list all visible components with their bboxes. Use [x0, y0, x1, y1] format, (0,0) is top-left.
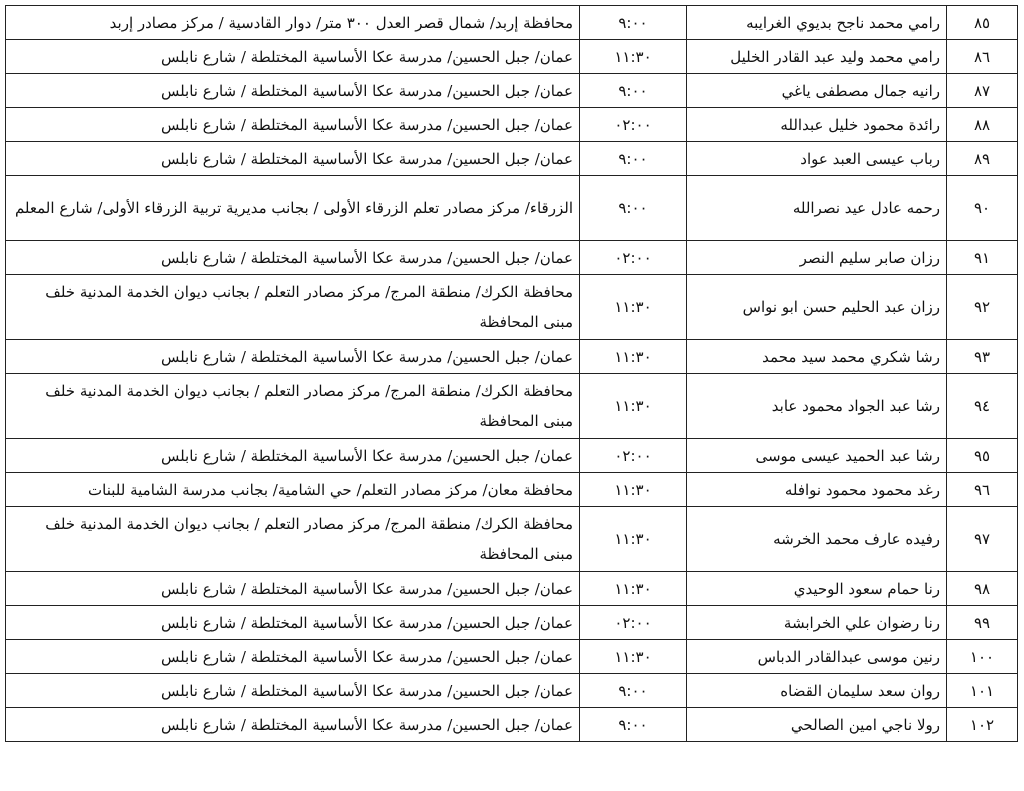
candidate-name: روان سعد سليمان القضاه	[687, 674, 947, 708]
row-number: ٩٨	[947, 572, 1018, 606]
exam-time: ١١:٣٠	[580, 640, 687, 674]
exam-location: محافظة الكرك/ منطقة المرج/ مركز مصادر التعلم / بجانب ديوان الخدمة المدنية خلف مبنى المحافظة	[6, 275, 580, 340]
exam-time: ٠٢:٠٠	[580, 439, 687, 473]
table-row	[6, 275, 1018, 340]
table-row	[6, 340, 1018, 374]
exam-location: محافظة معان/ مركز مصادر التعلم/ حي الشامية/ بجانب مدرسة الشامية للبنات	[6, 473, 580, 507]
exam-location: محافظة إربد/ شمال قصر العدل ٣٠٠ متر/ دوار القادسية / مركز مصادر إربد	[6, 6, 580, 40]
row-number: ٨٦	[947, 40, 1018, 74]
candidate-name: رائدة محمود خليل عبدالله	[687, 108, 947, 142]
exam-time: ٩:٠٠	[580, 142, 687, 176]
exam-time: ١١:٣٠	[580, 40, 687, 74]
exam-location: عمان/ جبل الحسين/ مدرسة عكا الأساسية المختلطة / شارع نابلس	[6, 606, 580, 640]
table-row	[6, 74, 1018, 108]
candidate-name: رنين موسى عبدالقادر الدباس	[687, 640, 947, 674]
exam-location: عمان/ جبل الحسين/ مدرسة عكا الأساسية المختلطة / شارع نابلس	[6, 340, 580, 374]
exam-schedule-table	[5, 5, 1018, 742]
exam-location: عمان/ جبل الحسين/ مدرسة عكا الأساسية المختلطة / شارع نابلس	[6, 674, 580, 708]
row-number: ٨٧	[947, 74, 1018, 108]
exam-location: عمان/ جبل الحسين/ مدرسة عكا الأساسية المختلطة / شارع نابلس	[6, 108, 580, 142]
exam-time: ٩:٠٠	[580, 6, 687, 40]
table-row	[6, 507, 1018, 572]
exam-time: ١١:٣٠	[580, 473, 687, 507]
exam-location: الزرقاء/ مركز مصادر تعلم الزرقاء الأولى / بجانب مديرية تربية الزرقاء الأولى/ شارع المعلم	[6, 176, 580, 241]
exam-time: ٩:٠٠	[580, 74, 687, 108]
exam-location: عمان/ جبل الحسين/ مدرسة عكا الأساسية المختلطة / شارع نابلس	[6, 142, 580, 176]
exam-time: ٠٢:٠٠	[580, 108, 687, 142]
table-row	[6, 142, 1018, 176]
exam-time: ١١:٣٠	[580, 374, 687, 439]
table-row	[6, 176, 1018, 241]
row-number: ٩٣	[947, 340, 1018, 374]
row-number: ١٠١	[947, 674, 1018, 708]
row-number: ٨٨	[947, 108, 1018, 142]
candidate-name: رزان عبد الحليم حسن ابو نواس	[687, 275, 947, 340]
row-number: ٩٥	[947, 439, 1018, 473]
exam-time: ٠٢:٠٠	[580, 241, 687, 275]
exam-time: ١١:٣٠	[580, 275, 687, 340]
row-number: ٨٩	[947, 142, 1018, 176]
table-row	[6, 40, 1018, 74]
table-row	[6, 241, 1018, 275]
exam-time: ١١:٣٠	[580, 507, 687, 572]
candidate-name: رزان صابر سليم النصر	[687, 241, 947, 275]
candidate-name: رامي محمد ناجح بديوي الغرايبه	[687, 6, 947, 40]
row-number: ٩٩	[947, 606, 1018, 640]
table-row	[6, 473, 1018, 507]
exam-location: عمان/ جبل الحسين/ مدرسة عكا الأساسية المختلطة / شارع نابلس	[6, 40, 580, 74]
row-number: ٩١	[947, 241, 1018, 275]
exam-location: عمان/ جبل الحسين/ مدرسة عكا الأساسية المختلطة / شارع نابلس	[6, 708, 580, 742]
exam-time: ٩:٠٠	[580, 708, 687, 742]
row-number: ١٠٢	[947, 708, 1018, 742]
candidate-name: رشا عبد الحميد عيسى موسى	[687, 439, 947, 473]
exam-location: عمان/ جبل الحسين/ مدرسة عكا الأساسية المختلطة / شارع نابلس	[6, 572, 580, 606]
exam-time: ٩:٠٠	[580, 674, 687, 708]
table-row	[6, 374, 1018, 439]
candidate-name: رغد محمود محمود نوافله	[687, 473, 947, 507]
exam-time: ٩:٠٠	[580, 176, 687, 241]
candidate-name: رنا رضوان علي الخرابشة	[687, 606, 947, 640]
exam-location: عمان/ جبل الحسين/ مدرسة عكا الأساسية المختلطة / شارع نابلس	[6, 241, 580, 275]
candidate-name: رولا ناجي امين الصالحي	[687, 708, 947, 742]
candidate-name: رفيده عارف محمد الخرشه	[687, 507, 947, 572]
candidate-name: رنا حمام سعود الوحيدي	[687, 572, 947, 606]
exam-time: ١١:٣٠	[580, 340, 687, 374]
row-number: ٩٠	[947, 176, 1018, 241]
exam-time: ٠٢:٠٠	[580, 606, 687, 640]
candidate-name: رشا شكري محمد سيد محمد	[687, 340, 947, 374]
table-row	[6, 708, 1018, 742]
row-number: ٩٦	[947, 473, 1018, 507]
row-number: ١٠٠	[947, 640, 1018, 674]
row-number: ٩٢	[947, 275, 1018, 340]
exam-time: ١١:٣٠	[580, 572, 687, 606]
row-number: ٨٥	[947, 6, 1018, 40]
exam-location: محافظة الكرك/ منطقة المرج/ مركز مصادر التعلم / بجانب ديوان الخدمة المدنية خلف مبنى المحافظة	[6, 374, 580, 439]
exam-location: عمان/ جبل الحسين/ مدرسة عكا الأساسية المختلطة / شارع نابلس	[6, 74, 580, 108]
row-number: ٩٤	[947, 374, 1018, 439]
table-row	[6, 108, 1018, 142]
row-number: ٩٧	[947, 507, 1018, 572]
table-row	[6, 6, 1018, 40]
table-row	[6, 640, 1018, 674]
table-body	[6, 6, 1018, 742]
candidate-name: رباب عيسى العبد عواد	[687, 142, 947, 176]
exam-location: عمان/ جبل الحسين/ مدرسة عكا الأساسية المختلطة / شارع نابلس	[6, 640, 580, 674]
candidate-name: رانيه جمال مصطفى ياغي	[687, 74, 947, 108]
exam-location: عمان/ جبل الحسين/ مدرسة عكا الأساسية المختلطة / شارع نابلس	[6, 439, 580, 473]
candidate-name: رشا عبد الجواد محمود عابد	[687, 374, 947, 439]
table-row	[6, 572, 1018, 606]
candidate-name: رامي محمد وليد عبد القادر الخليل	[687, 40, 947, 74]
table-row	[6, 674, 1018, 708]
exam-location: محافظة الكرك/ منطقة المرج/ مركز مصادر التعلم / بجانب ديوان الخدمة المدنية خلف مبنى المحافظة	[6, 507, 580, 572]
table-row	[6, 606, 1018, 640]
table-row	[6, 439, 1018, 473]
candidate-name: رحمه عادل عيد نصرالله	[687, 176, 947, 241]
